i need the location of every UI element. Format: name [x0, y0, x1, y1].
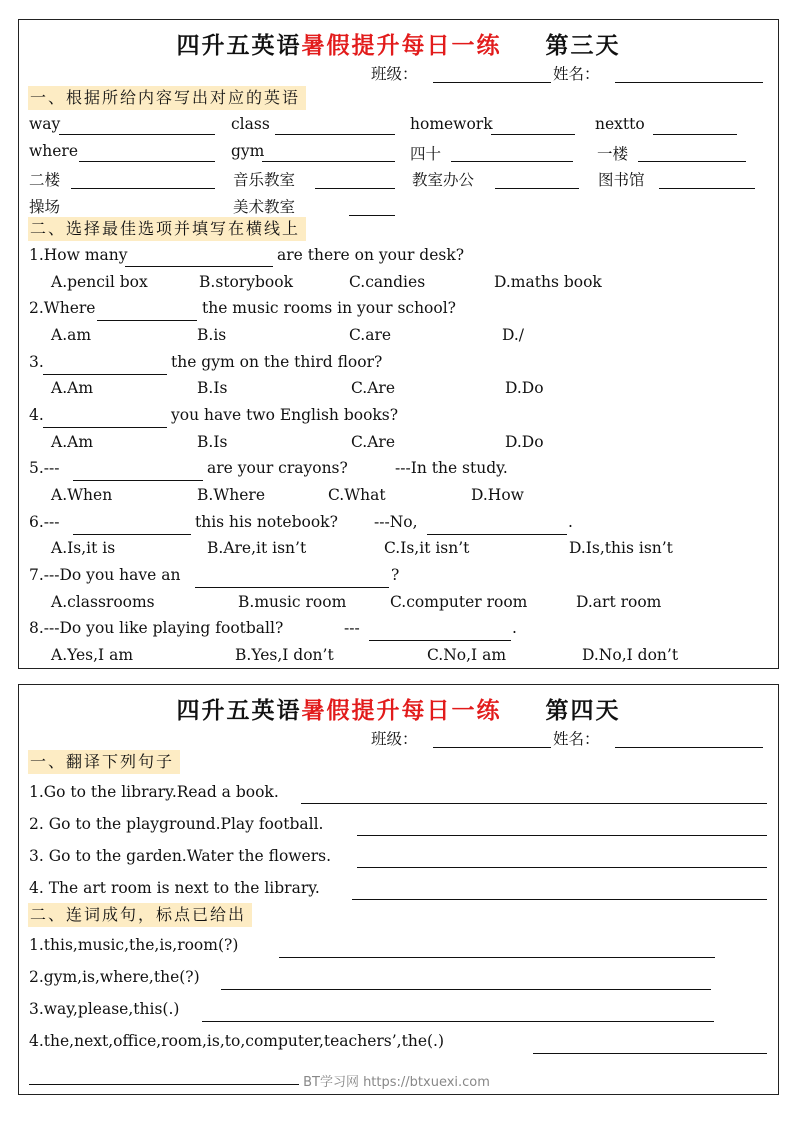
option[interactable]: A.Yes,I am — [51, 646, 134, 664]
vocab-blank[interactable] — [275, 134, 395, 135]
answer-line[interactable] — [221, 989, 711, 990]
vocab-item: 美术教室 — [233, 198, 296, 216]
question-text: 5.--- — [29, 459, 60, 477]
option[interactable]: B.storybook — [199, 273, 293, 291]
vocab-item: 一楼 — [597, 145, 629, 163]
option[interactable]: A.am — [51, 326, 92, 344]
question-text: ---In the study. — [395, 459, 508, 477]
vocab-item: gym — [231, 142, 265, 160]
title-black: 四升五英语 — [176, 697, 302, 724]
vocab-blank[interactable] — [495, 188, 579, 189]
answer-blank[interactable] — [427, 534, 567, 535]
option[interactable]: C.Are — [351, 433, 396, 451]
question-text: ? — [391, 566, 400, 584]
answer-line[interactable] — [357, 835, 767, 836]
question-text: you have two English books? — [171, 406, 399, 424]
answer-line[interactable] — [352, 899, 767, 900]
answer-blank[interactable] — [43, 374, 167, 375]
answer-line[interactable] — [279, 957, 715, 958]
answer-blank[interactable] — [43, 427, 167, 428]
option[interactable]: B.Are,it isn’t — [207, 539, 307, 557]
class-blank[interactable] — [433, 82, 551, 83]
option[interactable]: D.maths book — [494, 273, 602, 291]
question-text: are there on your desk? — [277, 246, 465, 264]
option[interactable]: C.Is,it isn’t — [384, 539, 470, 557]
option[interactable]: D./ — [502, 326, 525, 344]
answer-line[interactable] — [301, 803, 767, 804]
vocab-item: 操场 — [29, 198, 61, 216]
watermark-footer: BT学习网 https://btxuexi.com — [303, 1075, 490, 1090]
option[interactable]: D.Do — [505, 379, 544, 397]
vocab-item: 四十 — [410, 145, 442, 163]
option[interactable]: D.How — [471, 486, 524, 504]
title-red: 暑假提升每日一练 — [301, 32, 502, 59]
vocab-item: 图书馆 — [598, 171, 645, 189]
vocab-item: 二楼 — [29, 171, 61, 189]
name-label: 姓名： — [553, 730, 600, 748]
option[interactable]: D.Is,this isn’t — [569, 539, 673, 557]
vocab-blank[interactable] — [315, 188, 395, 189]
section-heading: 一、翻译下列句子 — [28, 750, 180, 774]
question-text: . — [568, 513, 573, 531]
question-text: ---No, — [374, 513, 418, 531]
vocab-blank[interactable] — [262, 161, 395, 162]
section-heading: 一、根据所给内容写出对应的英语 — [28, 86, 306, 110]
vocab-item: where — [29, 142, 79, 160]
section-heading: 二、选择最佳选项并填写在横线上 — [28, 217, 306, 241]
question-text: 2.Where — [29, 299, 96, 317]
option[interactable]: C.No,I am — [427, 646, 507, 664]
translate-sentence: 2. Go to the playground.Play football. — [29, 815, 324, 833]
option[interactable]: A.Am — [51, 379, 94, 397]
question-text: this his notebook? — [195, 513, 338, 531]
option[interactable]: B.Is — [197, 433, 228, 451]
option[interactable]: C.candies — [349, 273, 426, 291]
vocab-blank[interactable] — [491, 134, 575, 135]
reorder-words: 4.the,next,office,room,is,to,computer,teachers’,the(.) — [29, 1032, 445, 1050]
option[interactable]: B.music room — [238, 593, 347, 611]
option[interactable]: A.When — [51, 486, 113, 504]
answer-blank[interactable] — [73, 534, 191, 535]
answer-blank[interactable] — [97, 320, 197, 321]
vocab-item: 音乐教室 — [233, 171, 296, 189]
worksheet-title — [19, 692, 778, 725]
translate-sentence: 3. Go to the garden.Water the flowers. — [29, 847, 332, 865]
question-text: 1.How many — [29, 246, 128, 264]
title-black: 四升五英语 — [176, 32, 302, 59]
title-red: 暑假提升每日一练 — [301, 697, 502, 724]
title-day: 第四天 — [545, 697, 621, 724]
option[interactable]: A.Am — [51, 433, 94, 451]
class-label: 班级： — [371, 65, 418, 83]
worksheet-day4 — [18, 684, 779, 1095]
reorder-words: 2.gym,is,where,the(?) — [29, 968, 200, 986]
title-day: 第三天 — [545, 32, 621, 59]
option[interactable]: C.computer room — [390, 593, 528, 611]
option[interactable]: C.What — [328, 486, 386, 504]
option[interactable]: D.art room — [576, 593, 662, 611]
option[interactable]: B.Is — [197, 379, 228, 397]
vocab-item: 教室办公 — [412, 171, 475, 189]
option[interactable]: B.Yes,I don’t — [235, 646, 334, 664]
question-text: 3. — [29, 353, 44, 371]
vocab-blank[interactable] — [59, 134, 215, 135]
name-label: 姓名： — [553, 65, 600, 83]
name-blank[interactable] — [615, 747, 763, 748]
vocab-item: class — [231, 115, 270, 133]
translate-sentence: 1.Go to the library.Read a book. — [29, 783, 279, 801]
question-text: the music rooms in your school? — [202, 299, 456, 317]
vocab-blank[interactable] — [451, 161, 573, 162]
answer-line[interactable] — [202, 1021, 714, 1022]
worksheet-title — [19, 27, 778, 60]
answer-blank[interactable] — [195, 587, 389, 588]
vocab-blank[interactable] — [71, 188, 215, 189]
option[interactable]: B.Where — [197, 486, 265, 504]
answer-blank[interactable] — [73, 480, 203, 481]
reorder-words: 1.this,music,the,is,room(?) — [29, 936, 239, 954]
class-label: 班级： — [371, 730, 418, 748]
option[interactable]: C.are — [349, 326, 392, 344]
option[interactable]: A.classrooms — [51, 593, 155, 611]
translate-sentence: 4. The art room is next to the library. — [29, 879, 320, 897]
question-text: 6.--- — [29, 513, 60, 531]
option[interactable]: B.is — [197, 326, 227, 344]
question-text: 8.---Do you like playing football? — [29, 619, 284, 637]
vocab-blank[interactable] — [638, 161, 746, 162]
question-text: 4. — [29, 406, 44, 424]
question-text: 7.---Do you have an — [29, 566, 181, 584]
vocab-item: nextto — [595, 115, 645, 133]
option[interactable]: A.pencil box — [51, 273, 148, 291]
vocab-item: way — [29, 115, 61, 133]
vocab-blank[interactable] — [349, 215, 395, 216]
option[interactable]: D.Do — [505, 433, 544, 451]
section-heading: 二、连词成句，标点已给出 — [28, 903, 252, 927]
option[interactable]: C.Are — [351, 379, 396, 397]
question-text: are your crayons? — [207, 459, 348, 477]
option[interactable]: A.Is,it is — [51, 539, 116, 557]
question-text: --- — [344, 619, 360, 637]
question-text: . — [512, 619, 517, 637]
vocab-blank[interactable] — [653, 134, 737, 135]
vocab-item: homework — [410, 115, 493, 133]
answer-line[interactable] — [357, 867, 767, 868]
vocab-blank[interactable] — [79, 161, 215, 162]
vocab-blank[interactable] — [659, 188, 755, 189]
worksheet-day3 — [18, 19, 779, 669]
answer-blank[interactable] — [369, 640, 511, 641]
answer-blank[interactable] — [125, 266, 273, 267]
class-blank[interactable] — [433, 747, 551, 748]
question-text: the gym on the third floor? — [171, 353, 383, 371]
answer-line[interactable] — [533, 1053, 767, 1054]
option[interactable]: D.No,I don’t — [582, 646, 679, 664]
reorder-words: 3.way,please,this(.) — [29, 1000, 180, 1018]
name-blank[interactable] — [615, 82, 763, 83]
